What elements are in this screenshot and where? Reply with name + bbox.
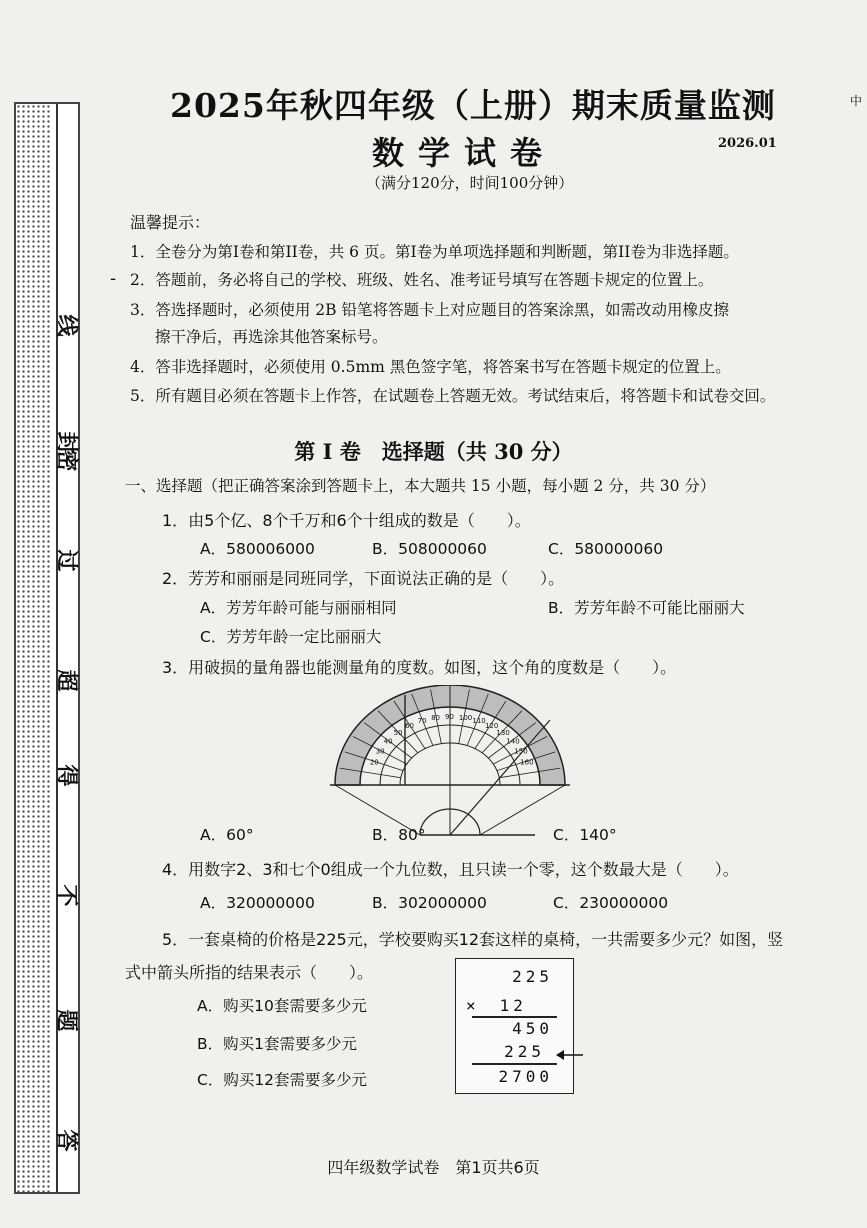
protractor-label: 120 bbox=[485, 722, 499, 731]
protractor-label: 140 bbox=[506, 737, 520, 746]
strip-char: 得 bbox=[53, 764, 80, 787]
strip-char: 密 bbox=[53, 449, 80, 472]
protractor-label: 150 bbox=[514, 747, 528, 756]
exam-subtitle: 数学试卷 bbox=[372, 134, 557, 172]
option: B．芳芳年龄不可能比丽丽大 bbox=[548, 599, 745, 617]
calc-row: × 12 bbox=[466, 996, 527, 1015]
protractor-label: 80 bbox=[431, 714, 441, 723]
score-time: （满分120分，时间100分钟） bbox=[366, 174, 574, 192]
calc-row: 2700 bbox=[498, 1067, 553, 1086]
tip-item: 5．所有题目必须在答题卡上作答，在试题卷上答题无效。考试结束后，将答题卡和试卷交回。 bbox=[130, 387, 776, 405]
option: B．508000060 bbox=[372, 540, 487, 558]
question-5: 5．一套桌椅的价格是225元，学校要购买12套这样的桌椅，一共需要多少元？如图，竖 bbox=[162, 930, 784, 949]
option: A．580006000 bbox=[200, 540, 315, 558]
binding-dots bbox=[16, 104, 52, 1192]
protractor-label: 110 bbox=[472, 717, 486, 726]
protractor-label: 160 bbox=[520, 758, 534, 767]
left-arrow-icon bbox=[556, 1049, 584, 1061]
tips-heading: 温馨提示： bbox=[130, 213, 211, 232]
part-instructions: 一、选择题（把正确答案涂到答题卡上，本大题共 15 小题，每小题 2 分，共 30 分） bbox=[125, 477, 716, 495]
question-1: 1．由5个亿、8个千万和6个十组成的数是（ ）。 bbox=[162, 511, 531, 530]
tip-item: 2．答题前，务必将自己的学校、班级、姓名、准考证号填写在答题卡规定的位置上。 bbox=[130, 271, 714, 289]
exam-date: 2026.01 bbox=[718, 136, 777, 151]
calc-row: 225 bbox=[504, 1042, 545, 1061]
protractor-label: 30 bbox=[375, 747, 385, 756]
tip-item: 擦干净后，再选涂其他答案标号。 bbox=[155, 328, 388, 346]
stray-mark: - bbox=[110, 268, 117, 289]
protractor-label: 130 bbox=[496, 729, 510, 738]
strip-char: 超 bbox=[53, 669, 80, 692]
option: C．购买12套需要多少元 bbox=[197, 1071, 368, 1089]
protractor-label: 90 bbox=[445, 713, 454, 721]
calc-row: 450 bbox=[512, 1019, 553, 1038]
strip-char: 不 bbox=[53, 884, 80, 907]
calc-rule bbox=[472, 1016, 557, 1018]
protractor-label: 100 bbox=[458, 714, 473, 723]
protractor-figure bbox=[325, 685, 575, 840]
option: A．60° bbox=[200, 826, 254, 844]
section-heading: 第 I 卷 选择题（共 30 分） bbox=[294, 439, 573, 464]
protractor-label: 40 bbox=[383, 737, 393, 746]
option: B．80° bbox=[372, 826, 426, 844]
tip-item: 1．全卷分为第I卷和第II卷，共 6 页。第I卷为单项选择题和判断题，第II卷为非选择题。 bbox=[130, 243, 739, 261]
question-2: 2．芳芳和丽丽是同班同学，下面说法正确的是（ ）。 bbox=[162, 569, 565, 588]
tip-item: 3．答选择题时，必须使用 2B 铅笔将答题卡上对应题目的答案涂黑，如需改动用橡皮擦 bbox=[130, 301, 729, 319]
calc-row: 225 bbox=[512, 967, 553, 986]
question-5-cont: 式中箭头所指的结果表示（ ）。 bbox=[125, 963, 374, 982]
protractor-label: 50 bbox=[393, 729, 403, 738]
option: C．580000060 bbox=[548, 540, 664, 558]
strip-char: 封 bbox=[53, 431, 80, 454]
strip-char: 过 bbox=[53, 549, 80, 572]
question-4: 4．用数字2、3和七个0组成一个九位数，且只读一个零，这个数最大是（ ）。 bbox=[162, 860, 739, 879]
page-footer: 四年级数学试卷 第1页共6页 bbox=[327, 1158, 540, 1177]
strip-char: 线 bbox=[53, 314, 80, 337]
option: A．芳芳年龄可能与丽丽相同 bbox=[200, 599, 397, 617]
binding-strip bbox=[14, 102, 80, 1194]
option: C．140° bbox=[553, 826, 617, 844]
corner-mark: 中 bbox=[850, 94, 863, 108]
option: A．320000000 bbox=[200, 894, 315, 912]
strip-char: 题 bbox=[53, 1009, 80, 1032]
tip-item: 4．答非选择题时，必须使用 0.5mm 黑色签字笔，将答案书写在答题卡规定的位置上。 bbox=[130, 358, 731, 376]
option: C．芳芳年龄一定比丽丽大 bbox=[200, 628, 382, 646]
exam-title: 2025年秋四年级（上册）期末质量监测 bbox=[170, 86, 776, 125]
protractor-label: 60 bbox=[405, 722, 414, 731]
vertical-multiplication bbox=[455, 958, 574, 1094]
question-3: 3．用破损的量角器也能测量角的度数。如图，这个角的度数是（ ）。 bbox=[162, 658, 677, 677]
protractor-label: 70 bbox=[417, 717, 427, 726]
option: C．230000000 bbox=[553, 894, 669, 912]
calc-rule bbox=[472, 1063, 557, 1065]
option: B．购买1套需要多少元 bbox=[197, 1035, 357, 1053]
option: A．购买10套需要多少元 bbox=[197, 997, 367, 1015]
strip-char: 答 bbox=[53, 1129, 80, 1152]
option: B．302000000 bbox=[372, 894, 487, 912]
protractor-label: 20 bbox=[369, 758, 379, 767]
